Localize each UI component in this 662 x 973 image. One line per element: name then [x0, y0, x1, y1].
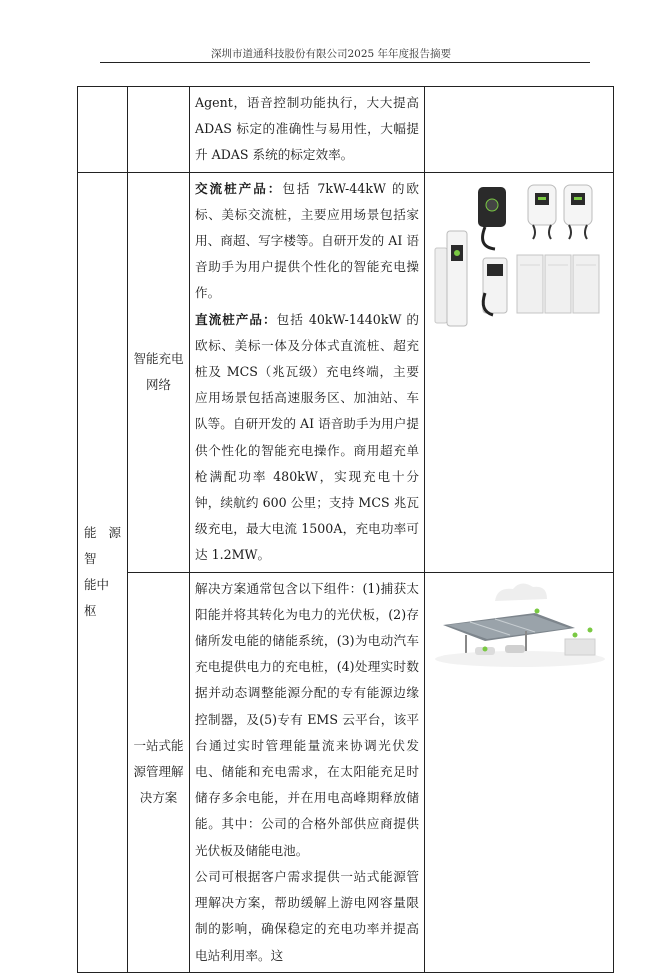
subcategory-cell-charging — [128, 172, 190, 572]
subcategory-label-line2: 网络 — [145, 377, 171, 393]
description-cell — [190, 87, 425, 173]
category-cell-empty — [78, 87, 128, 173]
description-paragraph-components: 解决方案通常包含以下组件：(1)捕获太阳能并将其转化为电力的光伏板，(2)存储所发电能的储能系统，(3)为电动汽车充电提供电力的充电桩，(4)处理实时数据并动态调整能源分配的专有能源边缘控制器，及(5)专有 EMS 云平台，该平台通过实时管理能量流来协调光伏发电、储能和充电需求，在太阳能充足时储存多余电能，并在用电高峰期释放储能。其中：公司的合格外部供应商提供光伏板及储能电池。 — [195, 580, 419, 858]
description-paragraph-dc — [195, 307, 419, 569]
subcategory-label-line2: 源管理解 — [133, 764, 184, 780]
table-row-energy-management — [78, 572, 614, 972]
image-cell-empty — [425, 87, 614, 173]
subcategory-label-line1: 一站式能 — [133, 738, 184, 754]
product-table — [77, 86, 614, 973]
ac-product-label: 交流桩产品： — [195, 180, 283, 196]
category-label-line2: 能中枢 — [84, 577, 110, 619]
subcategory-cell-empty — [128, 87, 190, 173]
description-cell — [190, 172, 425, 572]
subcategory-cell-energy-management — [128, 572, 190, 972]
description-paragraph: Agent，语音控制功能执行，大大提高 ADAS 标定的准确性与易用性，大幅提升 ADAS 系统的标定效率。 — [195, 95, 419, 163]
dc-product-text: 包括 40kW-1440kW 的欧标、美标一体及分体式直流桩、超充桩及 MCS（兆瓦级）充电终端，主要应用场景包括高速服务区、加油站、车队等。自研开发的 AI 语音助手为用户提供个性化的智能充电操作。商用超充单枪满配功率 480kW，实现充电十分钟，续航约 600 公里；支持 MCS 兆瓦级充电，最大电流 1500A，充电功率可达 1.2MW。 — [195, 311, 419, 563]
charger-products-image — [425, 173, 614, 333]
header-rule — [100, 62, 590, 63]
description-paragraph-solution: 公司可根据客户需求提供一站式能源管理解决方案，帮助缓解上游电网容量限制的影响，确保稳定的充电功率并提高电站利用率。这 — [195, 868, 419, 963]
description-cell — [190, 572, 425, 972]
table-row-charging — [78, 172, 614, 572]
table-row-continuation — [78, 87, 614, 173]
category-label-line1: 能 源 智 — [84, 525, 121, 567]
category-cell-energy — [78, 172, 128, 972]
ac-product-text: 包括 7kW-44kW 的欧标、美标交流桩，主要应用场景包括家用、商超、写字楼等。自研开发的 AI 语音助手为用户提供个性化的智能充电操作。 — [195, 180, 420, 301]
subcategory-label-line1: 智能充电 — [133, 351, 184, 367]
description-paragraph-ac — [195, 176, 419, 307]
solar-station-image-cell — [425, 572, 614, 972]
dc-product-label: 直流桩产品： — [195, 311, 277, 327]
solar-charging-station-image — [425, 573, 614, 673]
charger-products-image-cell — [425, 172, 614, 572]
subcategory-label-line3: 决方案 — [139, 790, 178, 806]
page-header-title: 深圳市道通科技股份有限公司2025 年年度报告摘要 — [210, 48, 452, 60]
